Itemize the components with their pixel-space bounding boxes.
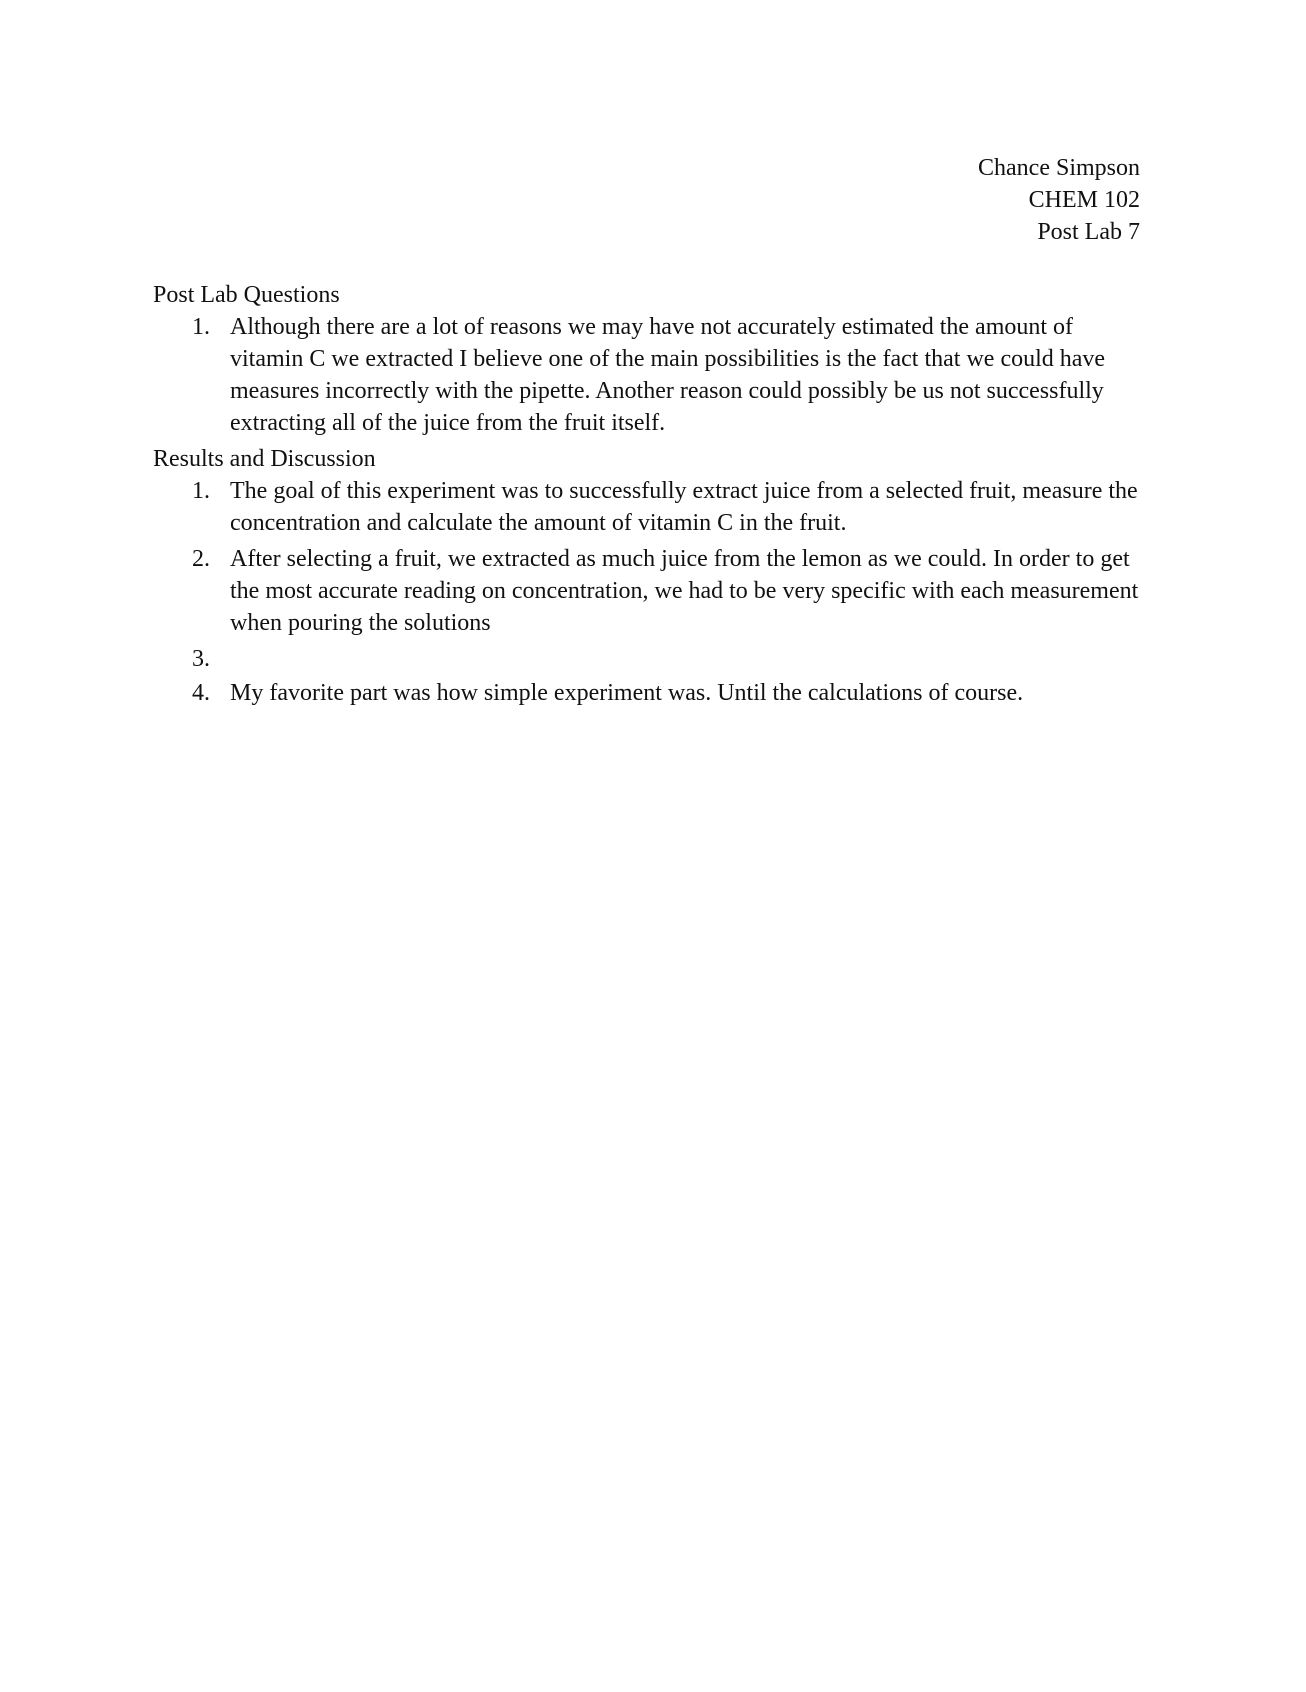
- list-item-text: After selecting a fruit, we extracted as much juice from the lemon as we could. In order to get the most accurate reading on concentration, we had to be very specific with each measurement when pouring the solutions: [230, 546, 1139, 636]
- document-header: [978, 152, 1140, 248]
- list-item-text: [230, 643, 1143, 675]
- results-and-discussion-list: [153, 475, 1143, 709]
- list-item: [153, 643, 1143, 675]
- list-item-number: 1.: [192, 314, 210, 340]
- list-item-text: Although there are a lot of reasons we may have not accurately estimated the amount of vitamin C we extracted I believe one of the main possibilities is the fact that we could have measures incorrectly with the pipette. Another reason could possibly be us not successfully extracting all of the juice from the fruit itself.: [230, 314, 1106, 436]
- list-item: [153, 311, 1143, 439]
- list-item-number: 4.: [192, 680, 210, 706]
- section-heading-results-and-discussion: Results and Discussion: [153, 446, 376, 472]
- section-heading-post-lab-questions: Post Lab Questions: [153, 282, 340, 308]
- course-code: CHEM 102: [1028, 187, 1140, 213]
- list-item: [153, 475, 1143, 539]
- list-item: [153, 677, 1143, 709]
- list-item-number: 1.: [192, 478, 210, 504]
- list-item-text: My favorite part was how simple experiment was. Until the calculations of course.: [230, 680, 1024, 706]
- author-name: Chance Simpson: [978, 155, 1140, 181]
- assignment-title: Post Lab 7: [1037, 219, 1140, 245]
- document-body: [153, 279, 1143, 713]
- list-item-number: 3.: [192, 646, 210, 672]
- post-lab-questions-list: [153, 311, 1143, 439]
- list-item-number: 2.: [192, 546, 210, 572]
- list-item-text: The goal of this experiment was to successfully extract juice from a selected fruit, measure the concentration and calculate the amount of vitamin C in the fruit.: [230, 478, 1138, 536]
- list-item: [153, 543, 1143, 639]
